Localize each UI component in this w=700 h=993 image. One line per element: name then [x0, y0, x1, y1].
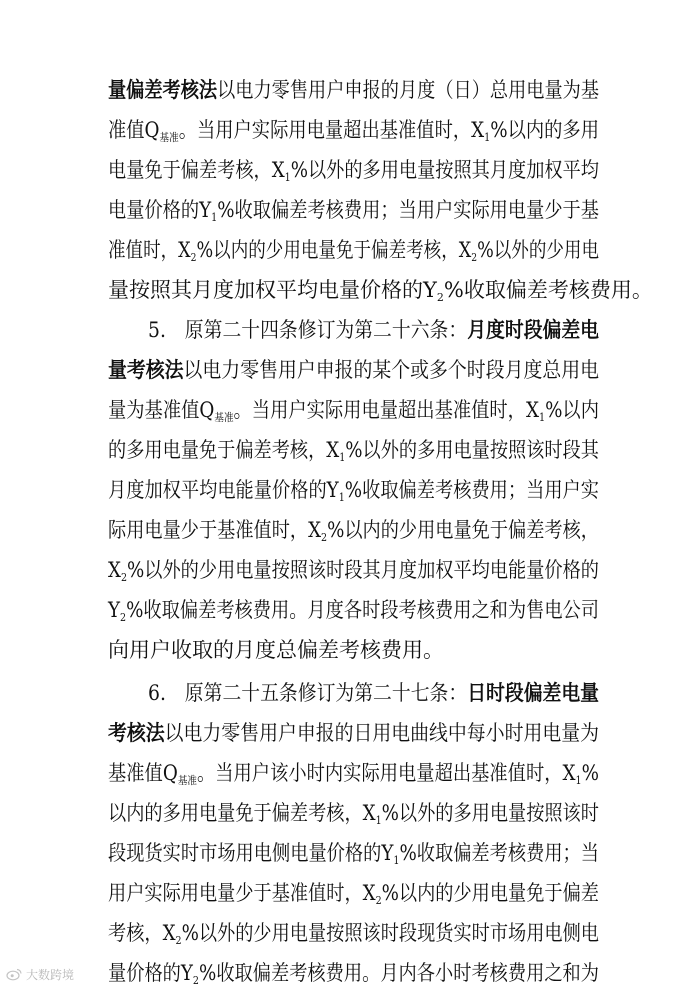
subscript: 1 [538, 411, 546, 424]
subscript: 1 [338, 491, 345, 504]
subscript: 1 [575, 774, 582, 787]
subscript: 2 [190, 251, 197, 264]
text-line [108, 70, 599, 110]
subscript: 2 [120, 571, 128, 584]
text-segment: %以外的少用电 [477, 238, 599, 262]
text-line [108, 190, 599, 230]
text-line [108, 110, 599, 150]
subscript: 1 [211, 211, 218, 224]
subscript: 基准 [214, 411, 234, 424]
text-segment: 际用电量少于基准值时，X [108, 518, 322, 542]
text-segment: 用户实际用电量少于基准值时，X [108, 881, 376, 905]
subscript: 2 [175, 934, 182, 947]
subscript: 2 [192, 974, 200, 987]
text-line [108, 550, 599, 590]
watermark-text: 大数跨境 [26, 967, 75, 982]
text-segment: 的多用电量免于偏差考核，X [108, 438, 340, 462]
text-segment: 段现货实时市场用电侧电量价格的Y [108, 841, 394, 865]
text-segment: 量价格的Y [108, 961, 193, 985]
subscript: 2 [321, 531, 328, 544]
text-segment: Y [108, 598, 121, 622]
text-segment: 月度加权平均电能量价格的Y [108, 478, 339, 502]
text-line [108, 350, 599, 390]
bold-heading-text: 日时段偏差电量 [467, 680, 599, 705]
bold-heading-text: 量偏差考核法 [108, 77, 218, 102]
subscript: 2 [375, 894, 382, 907]
text-segment: %收取偏差考核费用；当 [399, 841, 599, 865]
text-segment: 。当用户实际用电量超出基准值时，X [233, 398, 539, 422]
text-segment: %收取偏差考核费用。月度各时段考核费用之和为售电公司 [126, 598, 599, 622]
text-line [148, 673, 599, 713]
subscript: 1 [284, 171, 291, 184]
watermark [6, 964, 74, 984]
text-segment: 量为基准值Q [108, 398, 215, 422]
text-segment: 。当用户该小时内实际用电量超出基准值时，X [196, 761, 576, 785]
subscript: 1 [393, 854, 400, 867]
subscript: 2 [471, 251, 478, 264]
text-line [108, 713, 599, 753]
text-segment: %以内的少用电量免于偏差 [381, 881, 599, 905]
text-segment: 准值Q [108, 118, 160, 142]
text-line [108, 230, 599, 270]
text-segment: 基准值Q [108, 761, 178, 785]
text-segment: %收取偏差考核费用；当用户实际用电量少于基 [217, 198, 599, 222]
text-line [108, 430, 599, 470]
text-segment: 5. 原第二十四条修订为第二十六条： [148, 318, 468, 342]
bold-heading-text: 考核法 [108, 720, 165, 745]
text-segment: %以外的多用电量按照该时 [381, 801, 599, 825]
text-segment: %以内的少用电量免于偏差考核，X [196, 238, 472, 262]
text-segment: 以电力零售用户申报的某个或多个时段月度总用电 [183, 358, 599, 382]
text-segment: 考核，X [108, 921, 176, 945]
text-segment: 准值时，X [108, 238, 191, 262]
text-segment: %收取偏差考核费用。 [443, 278, 653, 302]
text-line [108, 753, 599, 793]
text-segment: 电量免于偏差考核，X [108, 158, 285, 182]
text-line [148, 310, 599, 350]
text-segment: 量按照其月度加权平均电量价格的Y [108, 278, 437, 302]
subscript: 2 [436, 291, 444, 304]
bold-heading-text: 月度时段偏差电 [467, 317, 599, 342]
subscript: 1 [339, 451, 346, 464]
text-line [108, 953, 599, 993]
text-line [108, 510, 599, 550]
text-segment: %收取偏差考核费用；当用户实 [344, 478, 599, 502]
text-segment: %以外的少用电量按照该时段其月度加权平均电能量价格的 [127, 558, 599, 582]
text-line [108, 793, 599, 833]
text-segment: 以电力零售用户申报的月度（日）总用电量为基 [217, 78, 599, 102]
text-segment: 以电力零售用户申报的日用电曲线中每小时用电量为 [164, 721, 599, 745]
text-line [108, 150, 599, 190]
subscript: 2 [120, 611, 127, 624]
text-segment: %以内 [545, 398, 599, 422]
subscript: 基准 [177, 774, 197, 787]
text-line [108, 630, 444, 670]
text-segment: %以外的多用电量按照其月度加权平均 [290, 158, 599, 182]
text-segment: 电量价格的Y [108, 198, 212, 222]
text-line [108, 470, 599, 510]
text-segment: %以外的多用电量按照该时段其 [345, 438, 599, 462]
bold-heading-text: 量考核法 [108, 357, 184, 382]
text-line [108, 873, 599, 913]
text-line [108, 390, 599, 430]
text-segment: X [108, 558, 121, 582]
text-segment: 。当用户实际用电量超出基准值时，X [178, 118, 485, 142]
text-segment: 以内的多用电量免于偏差考核，X [108, 801, 376, 825]
subscript: 1 [375, 814, 382, 827]
text-segment: 6. 原第二十五条修订为第二十七条： [148, 681, 468, 705]
text-line [108, 270, 653, 310]
text-segment: 向用户收取的月度总偏差考核费用。 [108, 638, 444, 662]
text-segment: %收取偏差考核费用。月内各小时考核费用之和为 [199, 961, 599, 985]
subscript: 1 [484, 131, 491, 144]
subscript: 基准 [159, 131, 179, 144]
text-line [108, 913, 599, 953]
text-segment: %以内的少用电量免于偏差考核， [327, 518, 599, 542]
text-segment: %以内的多用 [490, 118, 599, 142]
text-line [108, 590, 599, 630]
text-segment: %以外的少用电量按照该时段现货实时市场用电侧电 [181, 921, 599, 945]
weibo-logo-icon [6, 967, 22, 981]
text-line [108, 833, 599, 873]
text-segment: % [581, 761, 599, 785]
